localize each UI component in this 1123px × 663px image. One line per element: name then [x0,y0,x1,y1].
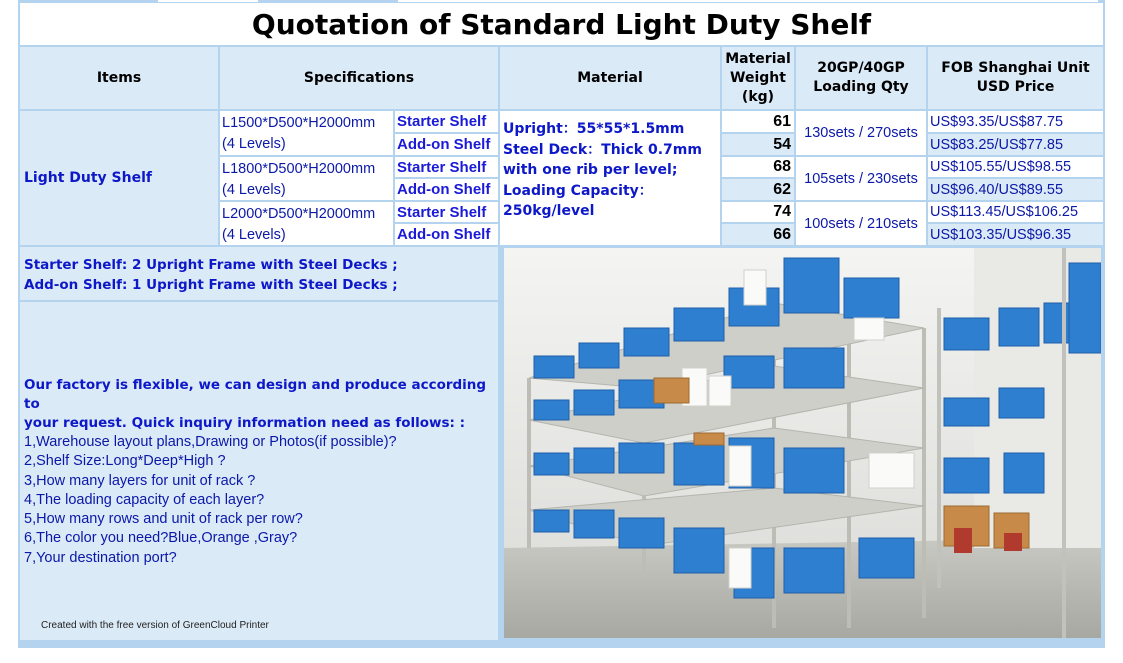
header-items: Items [20,47,218,109]
header-loading-line: 20GP/40GP [817,60,905,76]
header-material: Material [500,47,720,109]
inquiry-item: 6,The color you need?Blue,Orange ,Gray? [24,530,298,547]
loading-qty: 130sets / 270sets [796,111,926,155]
shelf-type: Add-on Shelf [395,134,498,155]
header-price-line: USD Price [976,79,1055,95]
header-weight-line: (kg) [741,88,775,105]
shelf-type: Add-on Shelf [395,179,498,200]
inquiry-panel [20,302,498,640]
inquiry-item: 1,Warehouse layout plans,Drawing or Photos(if possible)? [24,434,397,450]
header-price [928,47,1103,109]
top-strip [398,0,1098,2]
inquiry-heading: Our factory is flexible, we can design and produce according to [24,377,487,412]
weight-value: 74 [722,202,794,222]
weight-value: 61 [722,111,794,132]
shelf-photo-icon [504,248,1101,638]
inquiry-item: 3,How many layers for unit of rack ? [24,472,256,489]
header-loading-line: Loading Qty [813,79,909,95]
weight-value: 66 [722,224,794,245]
note-starter: Starter Shelf: 2 Upright Frame with Steel Decks ; [24,257,398,273]
item-name: Light Duty Shelf [20,111,218,245]
unit-price: US$96.40/US$89.55 [928,179,1103,200]
spec-size: L2000*D500*H2000mm (4 Levels) [220,202,393,245]
material-description: Upright：55*55*1.5mm Steel Deck：Thick 0.7mm with one rib per level; Loading Capacity： 250kg/level [500,111,720,245]
weight-value: 68 [722,157,794,177]
page-title: Quotation of Standard Light Duty Shelf [20,3,1103,45]
quotation-sheet [18,0,1105,648]
unit-price: US$103.35/US$96.35 [928,224,1103,245]
spec-size: L1800*D500*H2000mm (4 Levels) [220,157,393,200]
spec-size: L1500*D500*H2000mm (4 Levels) [220,111,393,155]
shelf-type: Add-on Shelf [395,224,498,245]
loading-qty: 100sets / 210sets [796,202,926,245]
header-loading-qty [796,47,926,109]
inquiry-item: 7,Your destination port? [24,549,177,566]
note-addon: Add-on Shelf: 1 Upright Frame with Steel Decks ; [24,276,398,293]
credit-footer: Created with the free version of GreenCloud Printer [41,620,269,631]
unit-price: US$105.55/US$98.55 [928,157,1103,177]
inquiry-heading: your request. Quick inquiry information need as follows: : [24,415,465,431]
unit-price: US$93.35/US$87.75 [928,111,1103,132]
shelf-type-notes [20,247,498,300]
warehouse-shelf-photo [504,248,1101,638]
header-specifications: Specifications [220,47,498,109]
weight-value: 54 [722,134,794,155]
header-weight-line: Weight [730,69,786,86]
inquiry-item: 4,The loading capacity of each layer? [24,491,265,508]
shelf-type: Starter Shelf [395,111,498,132]
weight-value: 62 [722,179,794,200]
loading-qty: 105sets / 230sets [796,157,926,200]
header-price-line: FOB Shanghai Unit [941,60,1090,76]
shelf-type: Starter Shelf [395,202,498,222]
unit-price: US$113.45/US$106.25 [928,202,1103,222]
shelf-type: Starter Shelf [395,157,498,177]
header-weight-line: Material [725,50,791,67]
unit-price: US$83.25/US$77.85 [928,134,1103,155]
top-strip [158,0,258,2]
inquiry-item: 5,How many rows and unit of rack per row? [24,511,303,528]
inquiry-item: 2,Shelf Size:Long*Deep*High ? [24,453,226,470]
header-weight [722,47,794,109]
